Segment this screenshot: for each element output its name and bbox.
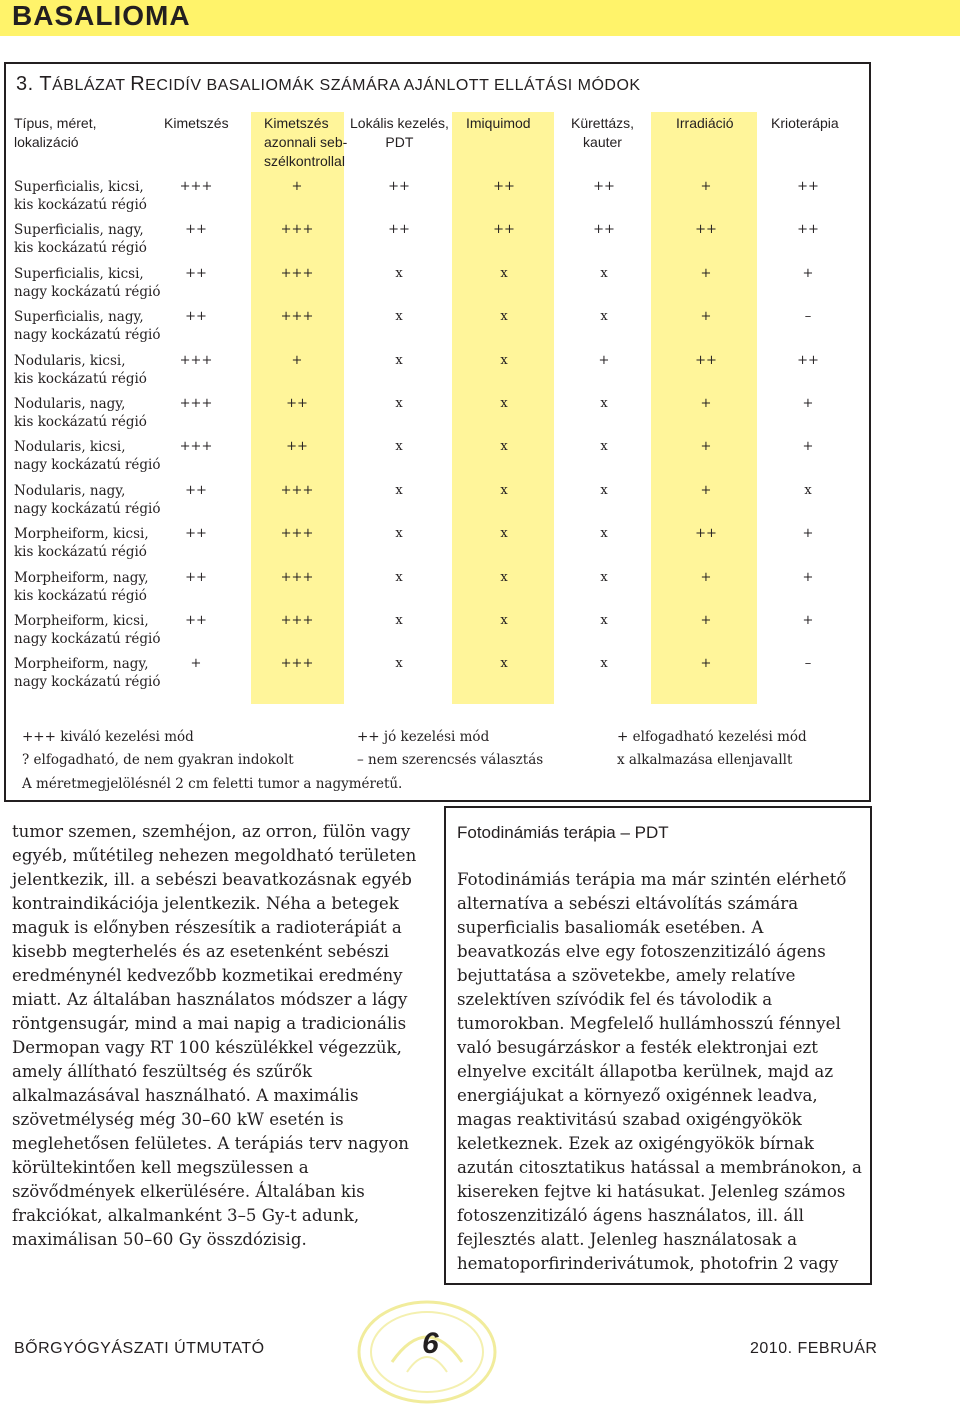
column-header (676, 114, 734, 133)
table-cell: ++ (797, 222, 819, 238)
table-cell: x (600, 526, 608, 542)
column-header-line: kauter (583, 134, 622, 150)
table-cell: +++ (280, 265, 314, 281)
table-cell: ++ (593, 179, 615, 194)
column-header-line: Imiquimod (466, 115, 531, 131)
table-cell: x (500, 265, 508, 281)
table-cell: + (291, 352, 303, 368)
table-cell: ++ (185, 309, 207, 325)
table-cell: x (500, 482, 508, 498)
legend-excellent: +++ kiváló kezelési mód (22, 729, 194, 745)
column-header (264, 114, 347, 171)
page-number: 6 (422, 1327, 439, 1360)
table-cell: +++ (179, 439, 213, 455)
row-label (14, 655, 161, 691)
legend-good: ++ jó kezelési mód (357, 729, 490, 745)
table-cell: ++ (388, 179, 410, 194)
table-cell: + (802, 569, 814, 585)
table-cell: + (700, 265, 712, 281)
column-header-line: Krioterápia (771, 115, 839, 131)
column-header (771, 114, 839, 133)
table-cell: x (500, 613, 508, 628)
row-label-line: Superficialis, kicsi, (14, 179, 144, 195)
table-cell: x (395, 352, 403, 368)
row-label (14, 482, 161, 518)
column-header-line: PDT (385, 134, 414, 150)
table-cell: ++ (493, 222, 515, 238)
table-cell: + (700, 613, 712, 628)
row-label (14, 265, 161, 301)
row-label (14, 612, 161, 648)
column-header (164, 114, 229, 133)
table-cell: +++ (280, 482, 314, 498)
table-cell: x (395, 439, 403, 455)
table-cell: ++ (185, 613, 207, 628)
row-label-line: nagy kockázatú régió (14, 457, 161, 474)
table-cell: +++ (280, 613, 314, 628)
row-label-line: Nodularis, nagy, (14, 396, 126, 412)
table-cell: x (500, 656, 508, 672)
table-cell: x (395, 526, 403, 542)
column-header-line: Típus, méret, (14, 115, 97, 131)
table-cell: + (190, 656, 202, 672)
table-cell: x (600, 439, 608, 455)
table-cell: x (395, 613, 403, 628)
table-cell: ++ (185, 265, 207, 281)
row-label-line: nagy kockázatú régió (14, 327, 161, 344)
row-label-line: Nodularis, nagy, (14, 482, 126, 499)
column-header-line: Kürettázs, (571, 115, 635, 131)
table-cell: + (802, 613, 814, 628)
row-label-line: kis kockázatú régió (14, 587, 147, 604)
row-label (14, 438, 161, 474)
table-cell: x (804, 482, 812, 498)
table-cell: x (500, 396, 508, 411)
column-header-line: lokalizáció (14, 134, 79, 150)
table-cell: x (600, 569, 608, 585)
row-label-line: Nodularis, kicsi, (14, 352, 126, 369)
row-label-line: Morpheiform, kicsi, (14, 526, 149, 543)
row-label-line: Superficialis, nagy, (14, 222, 144, 239)
table-cell: + (802, 265, 814, 281)
column-header-line: Lokális kezelés, (350, 115, 449, 131)
row-label-line: kis kockázatú régió (14, 240, 147, 257)
table-cell: x (500, 352, 508, 368)
table-cell: +++ (280, 656, 314, 672)
table-cell: +++ (179, 396, 213, 411)
table-cell: + (802, 396, 814, 411)
row-label (14, 352, 147, 388)
table-cell: x (600, 656, 608, 672)
table-cell: ++ (695, 526, 717, 542)
footer-date: 2010. FEBRUÁR (750, 1340, 878, 1357)
table-cell: x (395, 396, 403, 411)
row-label-line: Morpheiform, nagy, (14, 569, 149, 586)
footer-publication: BŐRGYÓGYÁSZATI ÚTMUTATÓ (14, 1340, 265, 1357)
table-cell: ++ (388, 222, 410, 238)
table-cell: ++ (286, 439, 308, 455)
table-cell: +++ (280, 222, 314, 238)
pdt-subtitle: Fotodinámiás terápia – PDT (457, 823, 669, 842)
table-cell: + (700, 309, 712, 325)
table-cell: x (500, 439, 508, 455)
row-label (14, 178, 147, 214)
table-cell: ++ (797, 179, 819, 194)
table-cell: + (700, 439, 712, 455)
table-cell: x (600, 613, 608, 628)
table-cell: ++ (593, 222, 615, 238)
table-cell: +++ (280, 569, 314, 585)
table-cell: x (500, 569, 508, 585)
row-label-line: kis kockázatú régió (14, 414, 147, 430)
table-cell: + (700, 396, 712, 411)
table-cell: ++ (286, 396, 308, 411)
table-cell: x (500, 526, 508, 542)
column-header-line: Irradiáció (676, 115, 734, 131)
legend-questionable: ? elfogadható, de nem gyakran indokolt (22, 752, 294, 768)
table-cell: – (804, 656, 812, 672)
table-cell: – (804, 309, 812, 325)
legend-size-note: A méretmegjelölésnél 2 cm feletti tumor a nagyméretű. (22, 776, 403, 792)
row-label-line: kis kockázatú régió (14, 544, 147, 561)
table-cell: + (700, 656, 712, 672)
row-label-line: nagy kockázatú régió (14, 500, 161, 517)
row-label-line: kis kockázatú régió (14, 197, 147, 213)
row-label-line: Morpheiform, nagy, (14, 656, 149, 673)
row-label-line: nagy kockázatú régió (14, 631, 161, 647)
table-cell: + (700, 482, 712, 498)
left-column-text (12, 820, 422, 1252)
paragraph: tumor szemen, szemhéjon, az orron, fülön vagy egyéb, műtétileg nehezen megoldható területen jelentkezik, ill. a sebészi beavatkozásnak egyéb kontraindikációja jelentkezik. Néha a betegek maguk is előnyben részesítik a radioterápiát a kisebb megterhelés és az esetenként sebészi eredménynél kedvezőbb kozmetikai eredmény miatt. Az általában használatos módszer a lágy röntgensugár, mind a mai napig a tradicionális Dermopan vagy RT 100 készülékkel végezzük, amely állítható feszültség és szűrők alkalmazásával használható. A maximális szövetmélység még 30–60 kW esetén is meglehetősen felületes. A terápiás terv nagyon körültekintően kell megszülessen a szövődmények elkerülésére. Általában kis frakciókat, alkalmanként 3–5 Gy-t adunk, maximálisan 50–60 Gy összdózisig. (12, 822, 417, 1249)
table-cell: ++ (185, 482, 207, 498)
column-header (571, 114, 634, 152)
column-header-line: Kimetszés (264, 115, 329, 131)
table-cell: ++ (797, 352, 819, 368)
row-label (14, 308, 161, 344)
table-cell: + (700, 569, 712, 585)
column-header (14, 114, 96, 152)
table-cell: x (600, 265, 608, 281)
row-label-line: kis kockázatú régió (14, 370, 147, 387)
legend-not-lucky: – nem szerencsés választás (357, 752, 544, 768)
column-header (466, 114, 531, 133)
table-cell: + (598, 352, 610, 368)
table-cell: ++ (185, 569, 207, 585)
table-title: 3. TÁBLÁZAT RECIDÍV BASALIOMÁK SZÁMÁRA AJÁNLOTT ELLÁTÁSI MÓDOK (16, 73, 641, 95)
row-label (14, 569, 149, 605)
column-header-line: azonnali seb- (264, 134, 348, 150)
table-cell: x (395, 482, 403, 498)
table-cell: x (395, 265, 403, 281)
table-cell: x (395, 656, 403, 672)
legend-acceptable: + elfogadható kezelési mód (617, 729, 807, 745)
table-cell: + (802, 439, 814, 455)
pdt-section (457, 821, 862, 1276)
table-cell: ++ (185, 222, 207, 238)
table-cell: +++ (179, 179, 213, 194)
table-cell: x (395, 309, 403, 325)
table-cell: ++ (493, 179, 515, 194)
row-label (14, 221, 147, 257)
row-label-line: Superficialis, nagy, (14, 309, 144, 326)
table-cell: ++ (185, 526, 207, 542)
table-cell: +++ (280, 309, 314, 325)
table-cell: ++ (695, 352, 717, 368)
table-cell: +++ (179, 352, 213, 368)
row-label-line: nagy kockázatú régió (14, 283, 161, 300)
row-label (14, 395, 147, 431)
column-header (350, 114, 449, 152)
pdt-paragraph: Fotodinámiás terápia ma már szintén elérhető alternatíva a sebészi eltávolítás számára superficialis basaliomák esetében. A beavatkozás elve egy fotoszenzitizáló ágens bejuttatása a szövetekbe, amely relatíve szelektíven szívódik fel és távolodik a tumorokban. Megfelelő hullámhosszú fénnyel való besugárzáskor a festék elektronjai ezt elnyelve excitált állapotba kerülnek, majd az energiájukat a környező oxigénnek leadva, magas reaktivitású szabad oxigéngyökök keletkeznek. Ezek az oxigéngyökök bírnak azután citosztatikus hatással a membránokon, a kisereken fejtve ki hatásukat. Jelenleg számos fotoszenzitizáló ágens használatos, ill. áll fejlesztés alatt. Jelenleg használatosak a hematoporfirinderivátumok, photofrin 2 vagy (457, 870, 862, 1273)
page-title: BASALIOMA (12, 0, 191, 31)
row-label-line: Nodularis, kicsi, (14, 439, 126, 456)
table-cell: + (700, 179, 712, 194)
row-label (14, 525, 149, 561)
table-cell: ++ (695, 222, 717, 238)
row-label-line: Morpheiform, kicsi, (14, 613, 149, 629)
table-cell: x (500, 309, 508, 325)
row-label-line: nagy kockázatú régió (14, 674, 161, 691)
table-cell: + (802, 526, 814, 542)
column-header-line: szélkontrollal (264, 153, 345, 169)
legend-contraindicated: x alkalmazása ellenjavallt (617, 752, 793, 768)
table-cell: x (600, 396, 608, 411)
table-cell: + (291, 179, 303, 194)
row-label-line: Superficialis, kicsi, (14, 265, 144, 282)
table-cell: +++ (280, 526, 314, 542)
table-cell: x (600, 482, 608, 498)
table-cell: x (600, 309, 608, 325)
column-header-line: Kimetszés (164, 115, 229, 131)
table-cell: x (395, 569, 403, 585)
